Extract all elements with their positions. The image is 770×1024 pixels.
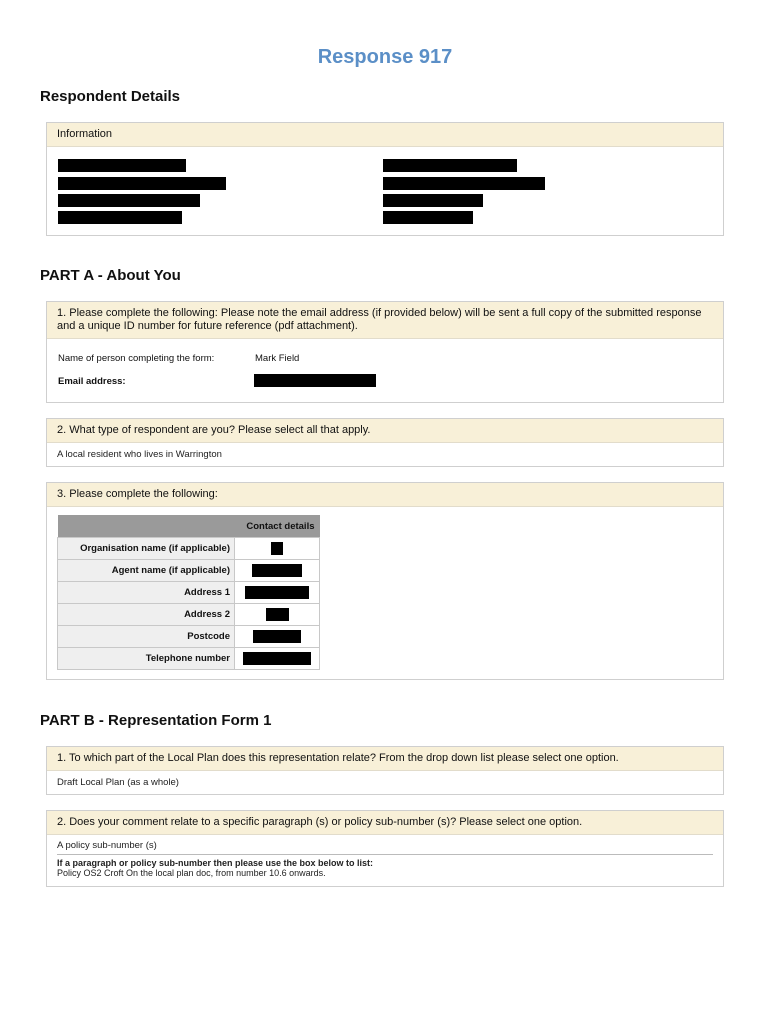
part-a-q1-body	[47, 339, 723, 401]
redaction-block	[58, 194, 200, 207]
redaction-block	[383, 194, 483, 207]
contact-details-header: Contact details	[58, 515, 320, 538]
part-b-q1-answer: Draft Local Plan (as a whole)	[57, 777, 179, 788]
row-value	[235, 538, 320, 560]
respondent-details-heading: Respondent Details	[40, 88, 181, 105]
table-row	[58, 560, 320, 582]
part-a-q1-panel	[46, 301, 724, 403]
row-label: Organisation name (if applicable)	[58, 538, 235, 560]
part-b-q2-body	[47, 835, 723, 884]
list-value: Policy OS2 Croft On the local plan doc, from number 10.6 onwards.	[57, 868, 326, 878]
respondent-info-panel	[46, 122, 724, 236]
list-label: If a paragraph or policy sub-number then please use the box below to list:	[57, 858, 374, 868]
part-b-q2-panel	[46, 810, 724, 887]
part-a-q2-answer: A local resident who lives in Warrington	[57, 449, 222, 460]
part-b-q2-answer: A policy sub-number (s)	[57, 840, 157, 851]
respondent-info-body	[47, 147, 723, 235]
table-row	[58, 582, 320, 604]
contact-details-wrap	[47, 507, 723, 670]
row-label: Address 1	[58, 582, 235, 604]
name-value: Mark Field	[255, 353, 300, 364]
part-a-q2-panel	[46, 418, 724, 467]
redaction-block	[243, 652, 311, 665]
redaction-block	[266, 608, 289, 621]
redaction-block	[383, 211, 473, 224]
redaction-block	[254, 374, 376, 387]
table-row	[58, 626, 320, 648]
redaction-block	[245, 586, 309, 599]
part-a-q2-header: 2. What type of respondent are you? Please select all that apply.	[47, 419, 723, 443]
redaction-block	[271, 542, 283, 555]
part-a-q1-header: 1. Please complete the following: Please note the email address (if provided below) will be sent a full copy of the submitted response and a unique ID number for future reference (pdf attachment).	[47, 302, 723, 339]
row-value	[235, 582, 320, 604]
row-label: Postcode	[58, 626, 235, 648]
redaction-block	[252, 564, 302, 577]
table-row	[58, 538, 320, 560]
email-label: Email address:	[58, 376, 126, 387]
name-label: Name of person completing the form:	[58, 353, 215, 364]
part-b-q1-panel	[46, 746, 724, 795]
row-value	[235, 604, 320, 626]
part-a-q3-header: 3. Please complete the following:	[47, 483, 723, 507]
part-a-q3-panel	[46, 482, 724, 680]
contact-details-table	[57, 515, 320, 670]
table-row	[58, 604, 320, 626]
part-b-q1-header: 1. To which part of the Local Plan does this representation relate? From the drop down list please select one option.	[47, 747, 723, 771]
respondent-info-header: Information	[47, 123, 723, 147]
redaction-block	[383, 177, 545, 190]
redaction-block	[58, 177, 226, 190]
redaction-block	[383, 159, 517, 172]
row-label: Address 2	[58, 604, 235, 626]
page-title: Response 917	[317, 46, 453, 68]
part-b-q2-header: 2. Does your comment relate to a specific paragraph (s) or policy sub-number (s)? Please select one option.	[47, 811, 723, 835]
divider	[57, 854, 713, 855]
row-value	[235, 560, 320, 582]
row-label: Telephone number	[58, 648, 235, 670]
row-value	[235, 648, 320, 670]
row-label: Agent name (if applicable)	[58, 560, 235, 582]
redaction-block	[58, 211, 182, 224]
redaction-block	[58, 159, 186, 172]
row-value	[235, 626, 320, 648]
redaction-block	[253, 630, 301, 643]
part-a-heading: PART A - About You	[40, 267, 181, 284]
part-b-heading: PART B - Representation Form 1	[40, 712, 272, 729]
table-row	[58, 648, 320, 670]
